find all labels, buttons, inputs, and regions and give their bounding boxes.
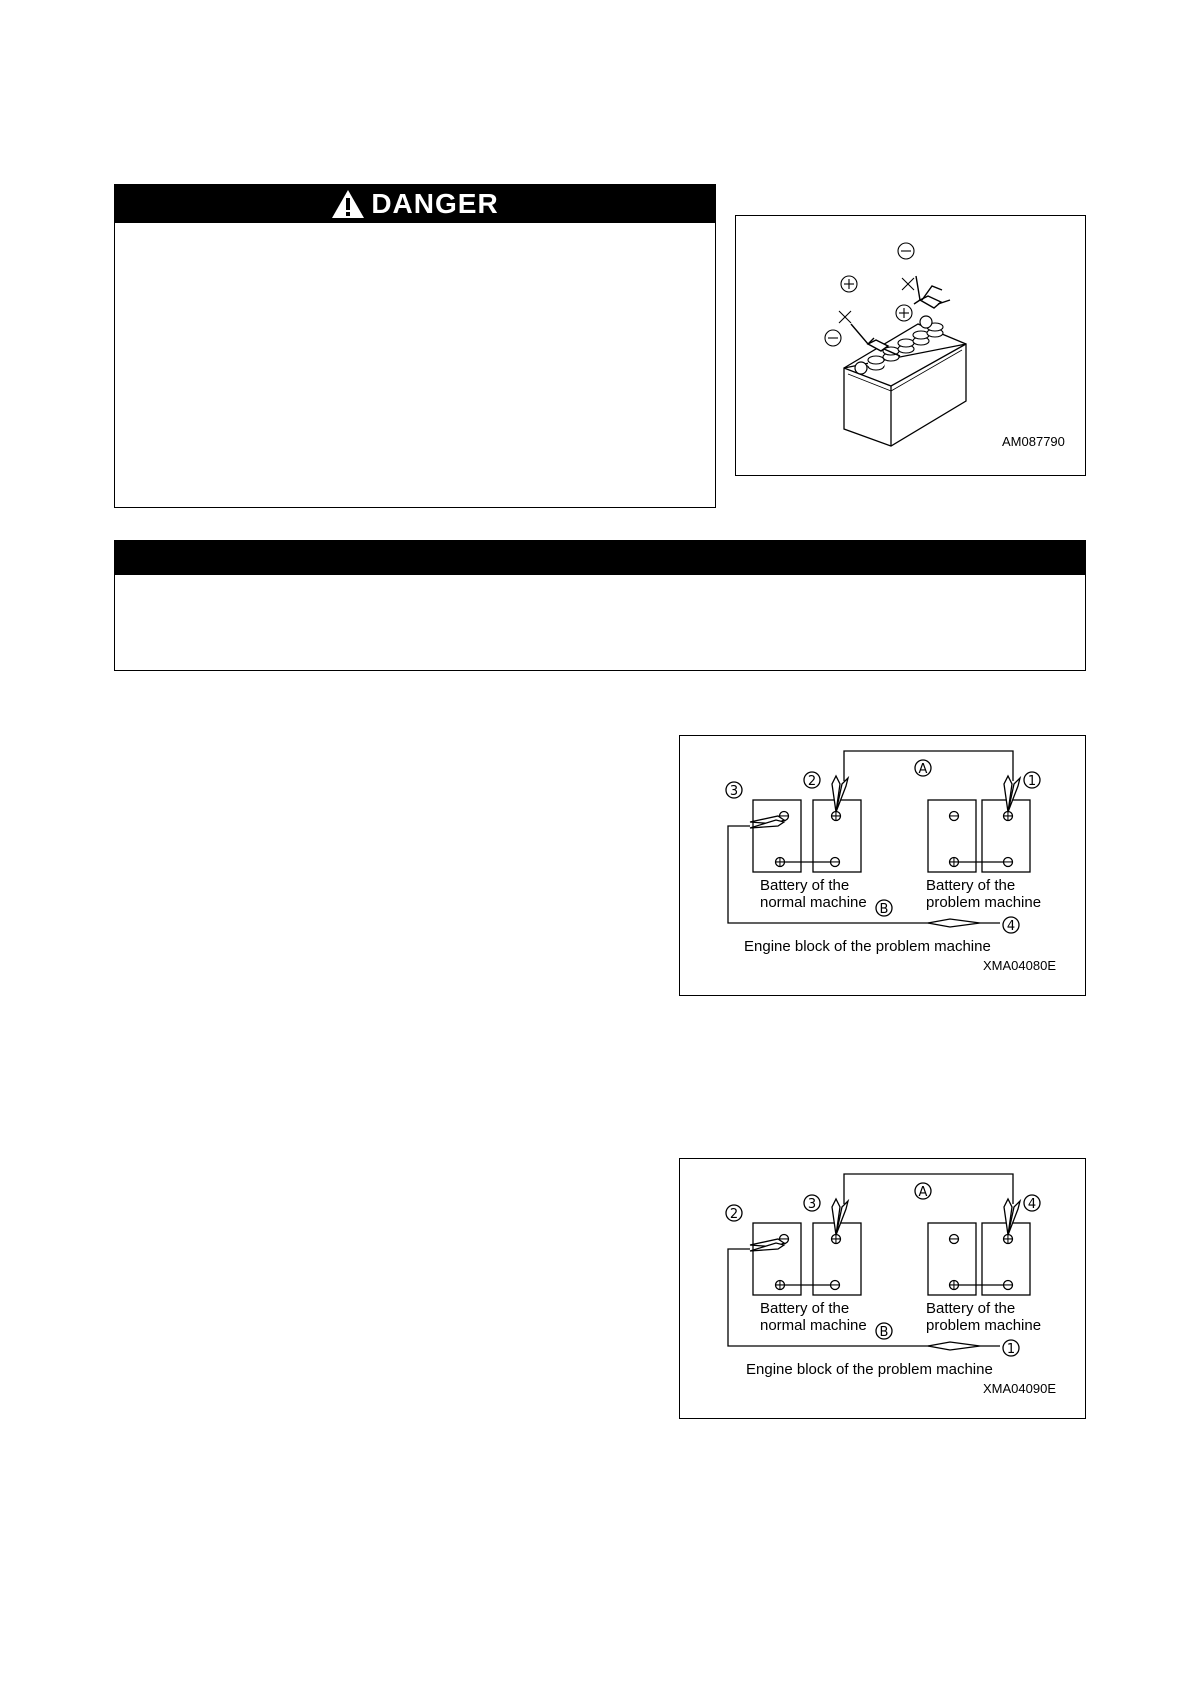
problem-battery-label-2: problem machine bbox=[926, 894, 1042, 911]
svg-text:+: + bbox=[1002, 809, 1014, 824]
normal-battery-label-1: Battery of the bbox=[760, 877, 850, 894]
problem-battery-label-1: Battery of the bbox=[926, 877, 1016, 894]
step-4: 4 bbox=[1027, 1197, 1037, 1212]
step-3: 3 bbox=[729, 784, 739, 799]
svg-text:+: + bbox=[948, 1278, 960, 1293]
notice-header bbox=[115, 541, 1085, 575]
figure-battery-clamps bbox=[735, 215, 1086, 476]
svg-text:−: − bbox=[948, 809, 960, 824]
step-2: 2 bbox=[729, 1207, 739, 1222]
danger-title: DANGER bbox=[371, 188, 499, 219]
svg-text:+: + bbox=[830, 809, 842, 824]
svg-text:−: − bbox=[1002, 855, 1014, 870]
warning-triangle-icon bbox=[331, 189, 365, 219]
figure-code: XMA04090E bbox=[983, 1381, 1056, 1396]
svg-text:−: − bbox=[829, 855, 841, 870]
figure-jumper-connection bbox=[679, 735, 1086, 996]
svg-text:−: − bbox=[1002, 1278, 1014, 1293]
engine-block-label: Engine block of the problem machine bbox=[744, 938, 991, 955]
svg-text:+: + bbox=[830, 1232, 842, 1247]
svg-text:−: − bbox=[778, 1232, 790, 1247]
marker-a: A bbox=[918, 762, 928, 777]
svg-text:−: − bbox=[829, 1278, 841, 1293]
svg-text:−: − bbox=[948, 1232, 960, 1247]
figure-code: AM087790 bbox=[1002, 434, 1065, 449]
problem-battery-label-1: Battery of the bbox=[926, 1300, 1016, 1317]
svg-text:+: + bbox=[774, 855, 786, 870]
marker-a: A bbox=[918, 1185, 928, 1200]
svg-text:+: + bbox=[774, 1278, 786, 1293]
step-1: 1 bbox=[1006, 1342, 1016, 1357]
figure-jumper-disconnection bbox=[679, 1158, 1086, 1419]
svg-text:+: + bbox=[948, 855, 960, 870]
step-3: 3 bbox=[807, 1197, 817, 1212]
danger-header bbox=[115, 185, 715, 223]
svg-text:+: + bbox=[1002, 1232, 1014, 1247]
normal-battery-label-2: normal machine bbox=[760, 1317, 867, 1334]
normal-battery-label-1: Battery of the bbox=[760, 1300, 850, 1317]
figure-code: XMA04080E bbox=[983, 958, 1056, 973]
marker-b: B bbox=[879, 1325, 889, 1340]
step-4: 4 bbox=[1006, 919, 1016, 934]
problem-battery-label-2: problem machine bbox=[926, 1317, 1042, 1334]
engine-block-label: Engine block of the problem machine bbox=[746, 1361, 993, 1378]
notice-box bbox=[114, 540, 1086, 671]
danger-box bbox=[114, 184, 716, 508]
marker-b: B bbox=[879, 902, 889, 917]
normal-battery-label-2: normal machine bbox=[760, 894, 867, 911]
step-2: 2 bbox=[807, 774, 817, 789]
step-1: 1 bbox=[1027, 774, 1037, 789]
svg-text:−: − bbox=[778, 809, 790, 824]
